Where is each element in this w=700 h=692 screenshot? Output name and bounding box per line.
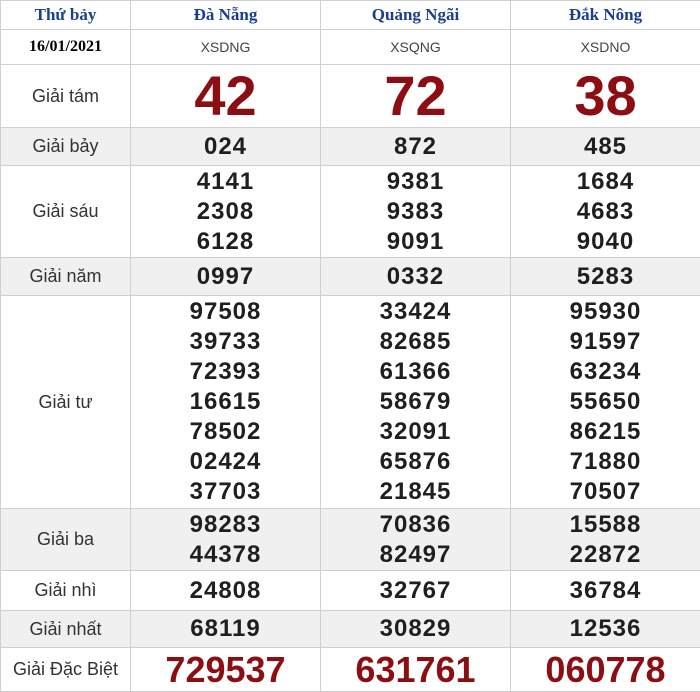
prize-label: Giải tám <box>1 65 131 128</box>
prize-value: 82685 <box>379 328 452 355</box>
prize-value: 38 <box>511 65 700 128</box>
prize-value: 9091 <box>386 227 445 255</box>
prize-value: 58679 <box>379 388 452 415</box>
prize-row-g8 <box>1 65 700 128</box>
prize-value: 42 <box>131 65 321 128</box>
prize-label: Giải ba <box>1 509 131 571</box>
province-name-danang[interactable]: Đà Nẵng <box>131 1 321 30</box>
prize-value: 97508 <box>189 298 262 325</box>
prize-cell <box>511 509 700 571</box>
prize-value: 82497 <box>379 540 452 568</box>
prize-label: Giải năm <box>1 258 131 296</box>
prize-value: 68119 <box>131 611 321 648</box>
prize-label: Giải bảy <box>1 128 131 166</box>
prize-value: 61366 <box>379 358 452 385</box>
prize-label: Giải sáu <box>1 166 131 258</box>
prize-row-special <box>1 648 700 692</box>
prize-value: 70507 <box>569 478 642 505</box>
prize-value: 36784 <box>511 571 700 611</box>
prize-label: Giải nhì <box>1 571 131 611</box>
prize-value: 16615 <box>189 388 262 415</box>
prize-value: 98283 <box>189 510 262 538</box>
prize-value: 39733 <box>189 328 262 355</box>
prize-value: 72393 <box>189 358 262 385</box>
prize-cell <box>321 166 511 258</box>
prize-value: 86215 <box>569 418 642 445</box>
prize-value: 44378 <box>189 540 262 568</box>
prize-value: 4683 <box>576 197 635 225</box>
prize-cell <box>131 509 321 571</box>
province-name-quangngai[interactable]: Quảng Ngãi <box>321 1 511 30</box>
prize-cell <box>131 296 321 509</box>
prize-row-g4 <box>1 296 700 509</box>
prize-value: 21845 <box>379 478 452 505</box>
province-name-daknong[interactable]: Đắk Nông <box>511 1 700 30</box>
prize-value: 24808 <box>131 571 321 611</box>
prize-value: 024 <box>131 128 321 166</box>
prize-cell <box>511 166 700 258</box>
prize-value: 37703 <box>189 478 262 505</box>
province-code-danang: XSDNG <box>131 30 321 65</box>
prize-value: 1684 <box>576 167 635 195</box>
special-prize-value: 631761 <box>321 648 511 692</box>
prize-value: 30829 <box>321 611 511 648</box>
prize-value: 71880 <box>569 448 642 475</box>
prize-value: 70836 <box>379 510 452 538</box>
prize-cell <box>131 166 321 258</box>
prize-value: 485 <box>511 128 700 166</box>
prize-value: 91597 <box>569 328 642 355</box>
special-prize-value: 729537 <box>131 648 321 692</box>
province-code-daknong: XSDNO <box>511 30 700 65</box>
prize-cell <box>511 296 700 509</box>
prize-value: 02424 <box>189 448 262 475</box>
prize-value: 95930 <box>569 298 642 325</box>
prize-row-g3 <box>1 509 700 571</box>
prize-value: 65876 <box>379 448 452 475</box>
prize-value: 9381 <box>386 167 445 195</box>
prize-value: 5283 <box>511 258 700 296</box>
prize-value: 2308 <box>196 197 255 225</box>
prize-value: 9040 <box>576 227 635 255</box>
day-label: Thứ bảy <box>1 1 131 30</box>
prize-value: 63234 <box>569 358 642 385</box>
header-row <box>1 1 700 30</box>
prize-row-g7 <box>1 128 700 166</box>
prize-row-g1 <box>1 611 700 648</box>
prize-label: Giải nhất <box>1 611 131 648</box>
prize-value: 33424 <box>379 298 452 325</box>
prize-value: 12536 <box>511 611 700 648</box>
prize-value: 6128 <box>196 227 255 255</box>
prize-value: 4141 <box>196 167 255 195</box>
prize-value: 872 <box>321 128 511 166</box>
prize-cell <box>321 296 511 509</box>
prize-label: Giải Đặc Biệt <box>1 648 131 692</box>
prize-value: 0997 <box>131 258 321 296</box>
prize-value: 32091 <box>379 418 452 445</box>
prize-row-g2 <box>1 571 700 611</box>
date-row <box>1 30 700 65</box>
prize-value: 0332 <box>321 258 511 296</box>
prize-row-g5 <box>1 258 700 296</box>
prize-row-g6 <box>1 166 700 258</box>
prize-value: 78502 <box>189 418 262 445</box>
prize-value: 55650 <box>569 388 642 415</box>
prize-value: 15588 <box>569 510 642 538</box>
prize-label: Giải tư <box>1 296 131 509</box>
prize-value: 9383 <box>386 197 445 225</box>
prize-cell <box>321 509 511 571</box>
special-prize-value: 060778 <box>511 648 700 692</box>
prize-value: 72 <box>321 65 511 128</box>
province-code-quangngai: XSQNG <box>321 30 511 65</box>
prize-value: 32767 <box>321 571 511 611</box>
draw-date: 16/01/2021 <box>1 30 131 65</box>
prize-value: 22872 <box>569 540 642 568</box>
